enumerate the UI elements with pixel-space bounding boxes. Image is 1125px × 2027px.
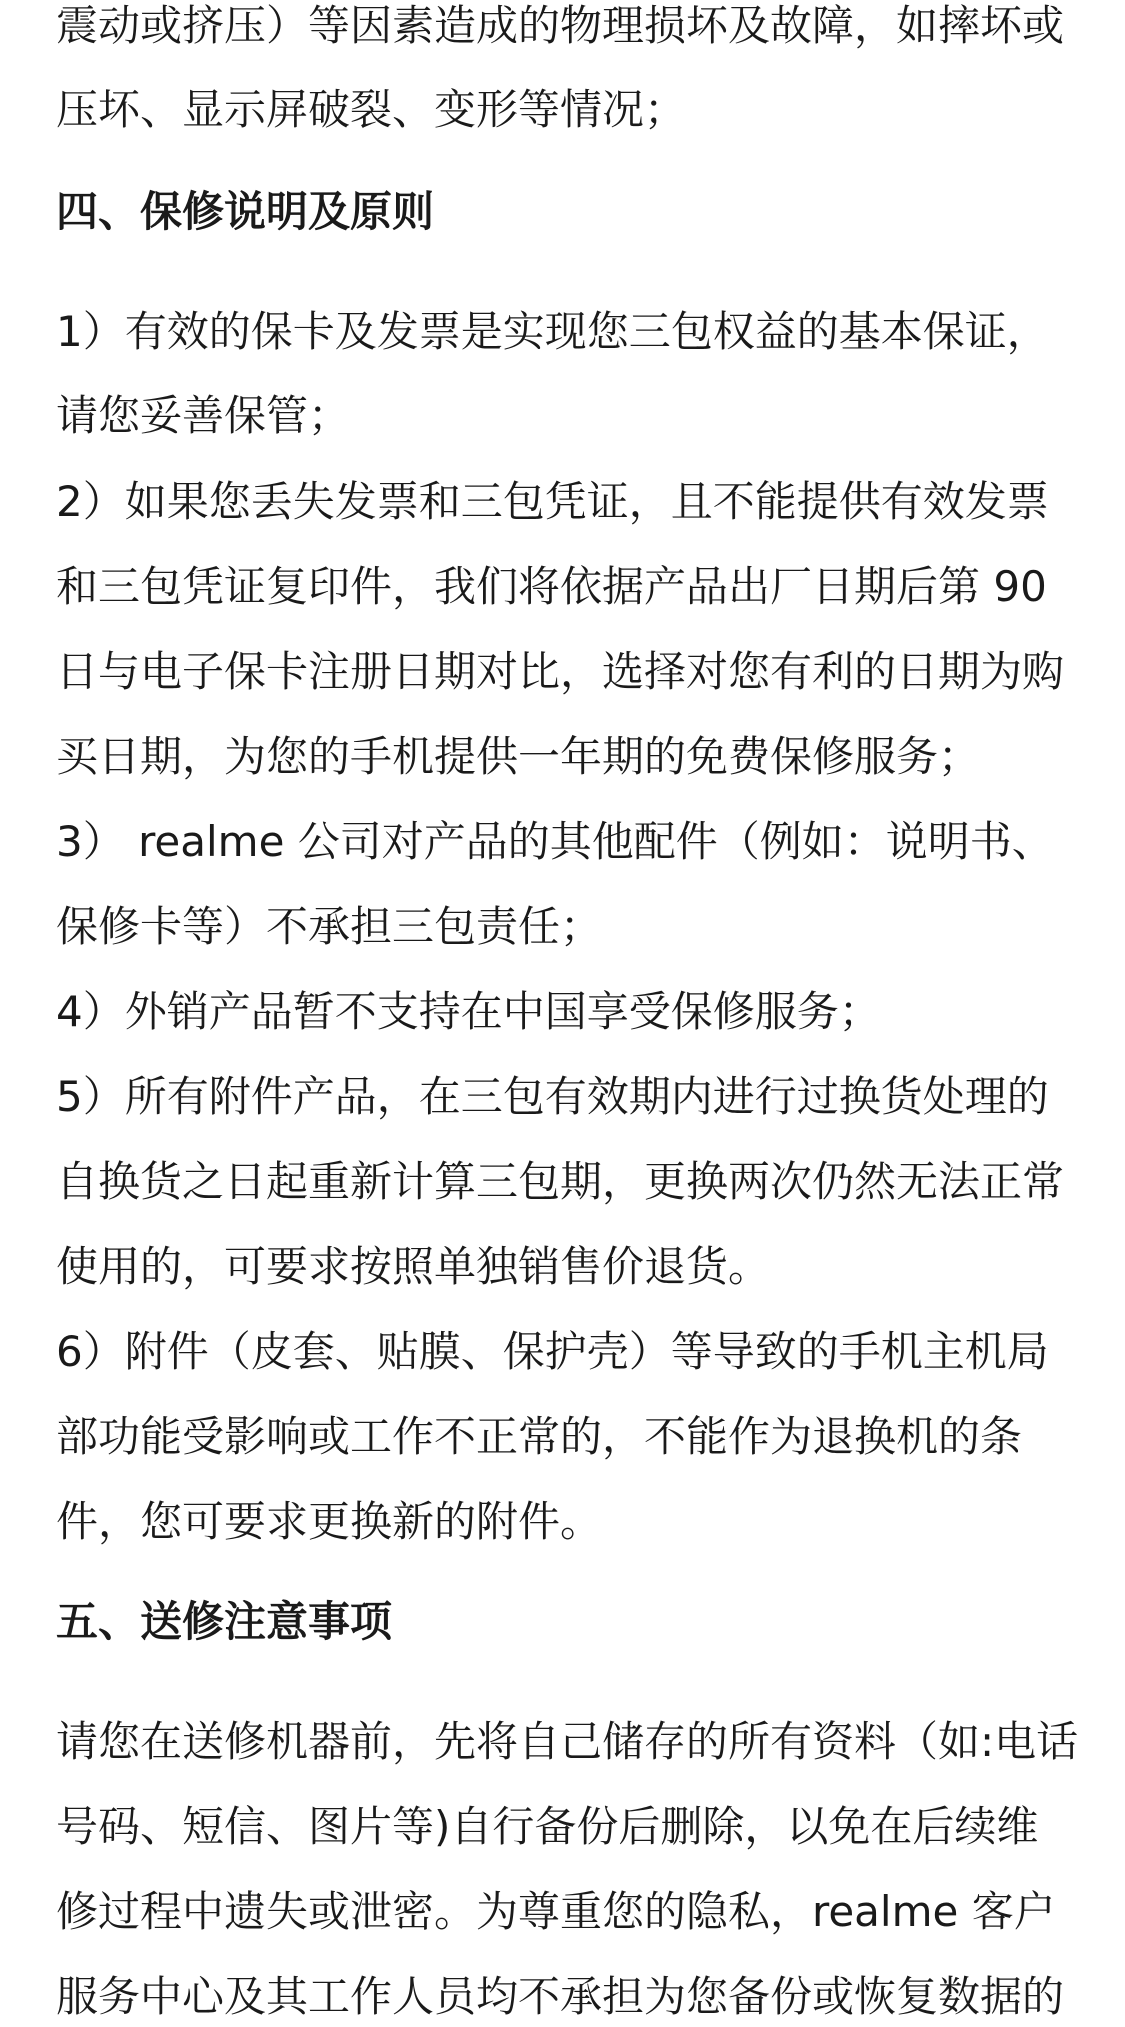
text-line: 和三包凭证复印件，我们将依据产品出厂日期后第 90 (56, 562, 1047, 611)
text-line: 自换货之日起重新计算三包期，更换两次仍然无法正常 (56, 1157, 1065, 1206)
text-line: 使用的，可要求按照单独销售价退货。 (56, 1242, 771, 1291)
section-heading: 五、送修注意事项 (56, 1597, 393, 1646)
text-line: 3） realme 公司对产品的其他配件（例如：说明书、 (56, 817, 1054, 866)
text-line: 请您妥善保管； (56, 391, 351, 440)
text-line: 4）外销产品暂不支持在中国享受保修服务； (56, 987, 881, 1036)
text-line: 1）有效的保卡及发票是实现您三包权益的基本保证， (56, 307, 1049, 356)
text-line: 震动或挤压）等因素造成的物理损坏及故障，如摔坏或 (56, 1, 1065, 50)
text-line: 部功能受影响或工作不正常的，不能作为退换机的条 (56, 1412, 1023, 1461)
text-line: 买日期，为您的手机提供一年期的免费保修服务； (56, 732, 981, 781)
text-line: 日与电子保卡注册日期对比，选择对您有利的日期为购 (56, 647, 1065, 696)
text-line: 2）如果您丢失发票和三包凭证，且不能提供有效发票 (56, 477, 1049, 526)
text-line: 服务中心及其工作人员均不承担为您备份或恢复数据的 (56, 1972, 1065, 2021)
text-line: 请您在送修机器前，先将自己储存的所有资料（如:电话 (56, 1717, 1079, 1766)
section-heading: 四、保修说明及原则 (56, 187, 435, 236)
text-line: 6）附件（皮套、贴膜、保护壳）等导致的手机主机局 (56, 1327, 1049, 1376)
text-line: 5）所有附件产品，在三包有效期内进行过换货处理的 (56, 1072, 1049, 1121)
text-line: 修过程中遗失或泄密。为尊重您的隐私，realme 客户 (56, 1887, 1056, 1936)
text-line: 号码、短信、图片等)自行备份后删除，以免在后续维 (56, 1802, 1039, 1851)
text-line: 压坏、显示屏破裂、变形等情况； (56, 85, 687, 134)
text-line: 件，您可要求更换新的附件。 (56, 1497, 603, 1546)
text-line: 保修卡等）不承担三包责任； (56, 902, 603, 951)
